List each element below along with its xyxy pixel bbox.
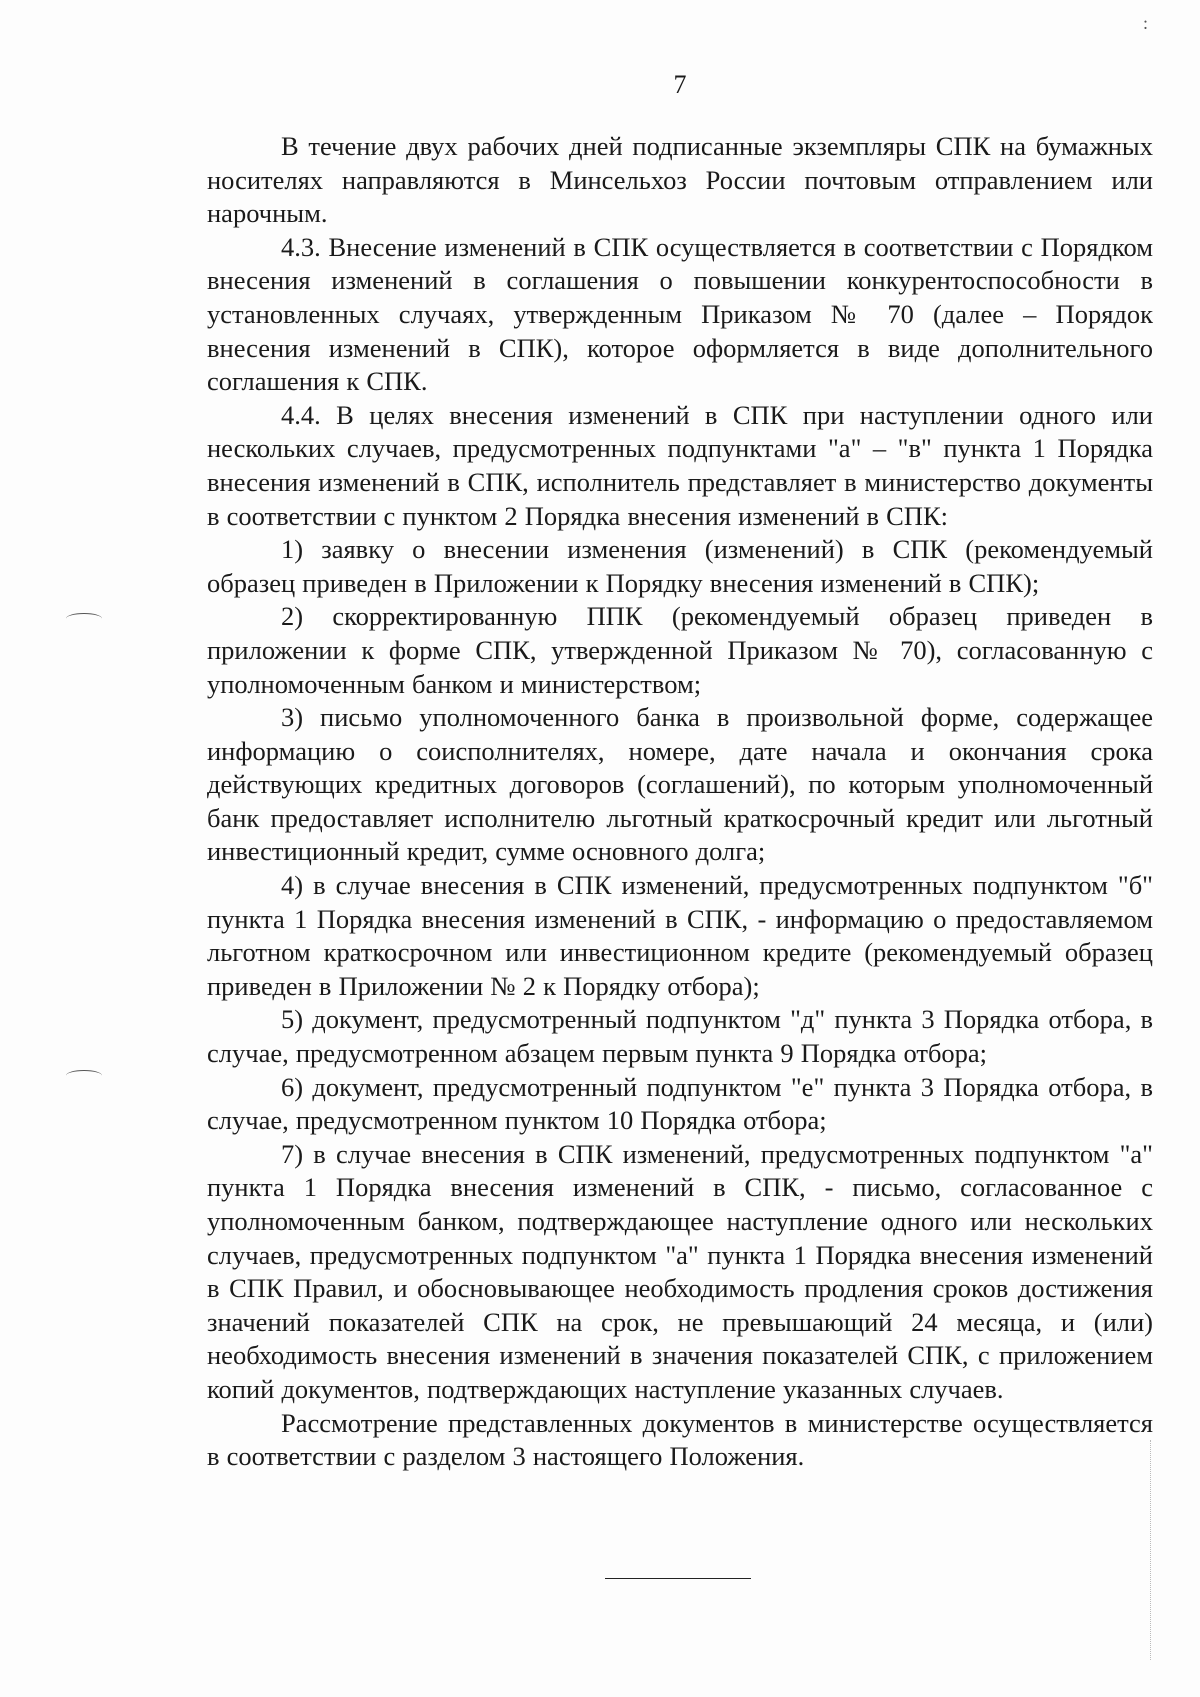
scan-edge-line bbox=[1150, 1440, 1151, 1660]
binding-hole-mark-upper bbox=[66, 613, 102, 624]
document-body bbox=[207, 130, 1153, 1474]
list-item-1: 1) заявку о внесении изменения (изменений) в СПК (рекомендуемый образец приведен в Приложении к Порядку внесения изменений в СПК); bbox=[207, 534, 1153, 598]
end-of-text-rule bbox=[605, 1578, 751, 1579]
paragraph-4-4: 4.4. В целях внесения изменений в СПК при наступлении одного или нескольких случаев, предусмотренных подпунктами "а" – "в" пункта 1 Порядка внесения изменений в СПК, исполнитель представляет в министерство документы в соответствии с пунктом 2 Порядка внесения изменений в СПК: bbox=[207, 399, 1153, 531]
paragraph-submission-paper-copies: В течение двух рабочих дней подписанные экземпляры СПК на бумажных носителях направляются в Минсельхоз России почтовым отправлением или нарочным. bbox=[207, 131, 1153, 229]
list-item-2: 2) скорректированную ППК (рекомендуемый образец приведен в приложении к форме СПК, утвержденной Приказом № 70), согласованную с уполномоченным банком и министерством; bbox=[207, 601, 1153, 699]
list-item-3: 3) письмо уполномоченного банка в произвольной форме, содержащее информацию о соисполнителях, номере, дате начала и окончания срока действующих кредитных договоров (соглашений), по которым уполномоченный банк предоставляет исполнителю льготный краткосрочный кредит или льготный инвестиционный кредит, сумме основного долга; bbox=[207, 702, 1153, 867]
corner-speck-mark: : bbox=[1143, 13, 1149, 33]
paragraph-review-procedure: Рассмотрение представленных документов в министерстве осуществляется в соответствии с разделом 3 настоящего Положения. bbox=[207, 1407, 1153, 1472]
binding-hole-mark-lower bbox=[66, 1070, 102, 1081]
list-item-6: 6) документ, предусмотренный подпунктом "е" пункта 3 Порядка отбора, в случае, предусмотренном пунктом 10 Порядка отбора; bbox=[207, 1071, 1153, 1136]
paragraph-4-3: 4.3. Внесение изменений в СПК осуществляется в соответствии с Порядком внесения изменений в соглашения о повышении конкурентоспособности в установленных случаях, утвержденным Приказом № 70 (далее – Порядок внесения изменений в СПК), которое оформляется в виде дополнительного соглашения к СПК. bbox=[207, 231, 1153, 397]
list-item-7: 7) в случае внесения в СПК изменений, предусмотренных подпунктом "а" пункта 1 Порядка внесения изменений в СПК, - письмо, согласованное с уполномоченным банком, подтверждающее наступление одного или нескольких случаев, предусмотренных подпунктом "а" пункта 1 Порядка внесения изменений в СПК Правил, и обосновывающее необходимость продления сроков достижения значений показателей СПК на срок, не превышающий 24 месяца, и (или) необходимость внесения изменений в значения показателей СПК, с приложением копий документов, подтверждающих наступление указанных случаев. bbox=[207, 1138, 1153, 1404]
list-item-4: 4) в случае внесения в СПК изменений, предусмотренных подпунктом "б" пункта 1 Порядка внесения изменений в СПК, - информацию о предоставляемом льготном краткосрочном или инвестиционном кредите (рекомендуемый образец приведен в Приложении № 2 к Порядку отбора); bbox=[207, 870, 1153, 1001]
page-number: 7 bbox=[673, 70, 687, 99]
list-item-5: 5) документ, предусмотренный подпунктом "д" пункта 3 Порядка отбора, в случае, предусмотренном абзацем первым пункта 9 Порядка отбора; bbox=[207, 1004, 1153, 1069]
